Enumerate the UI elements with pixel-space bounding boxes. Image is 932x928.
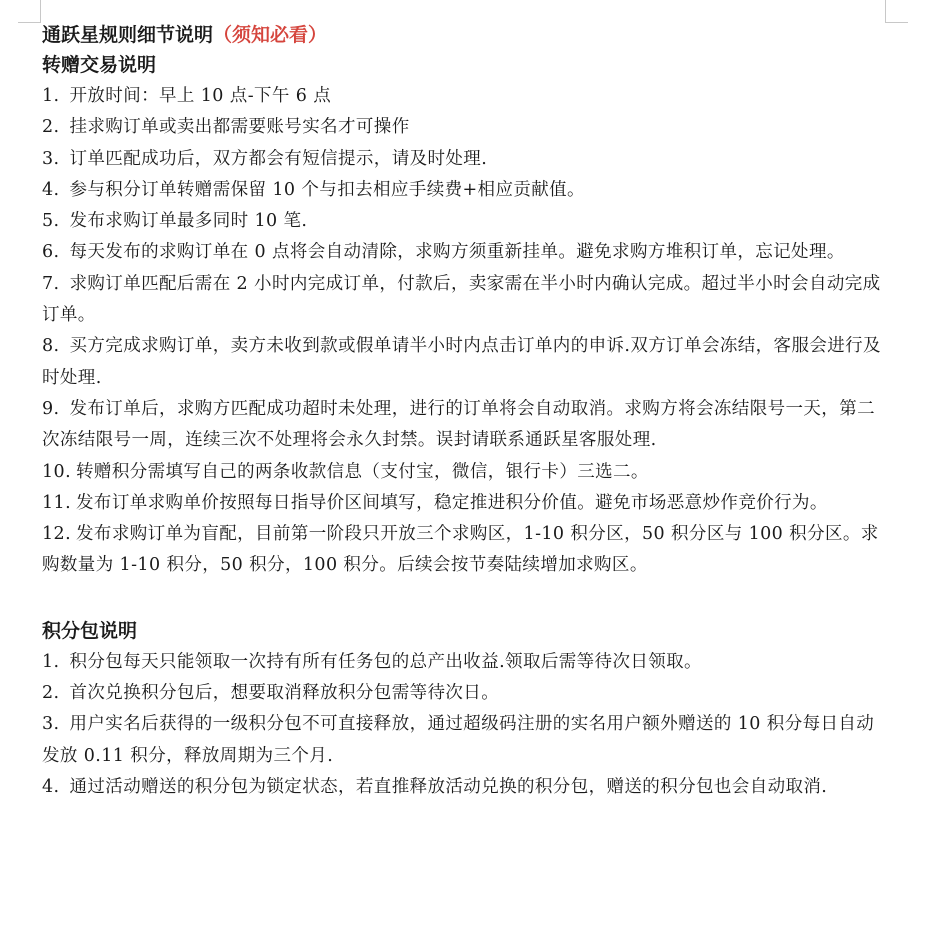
item-number: 1. — [42, 86, 60, 106]
list-item — [42, 772, 892, 803]
item-number: 5. — [42, 211, 60, 232]
list-item — [42, 457, 892, 488]
item-number: 3. — [42, 148, 60, 169]
item-text: 求购订单匹配后需在 2 小时内完成订单，付款后，卖家需在半小时内确认完成。超过半小时会自动完成订单。 — [42, 273, 881, 326]
list-item — [42, 237, 892, 268]
list-item — [42, 269, 892, 332]
page-corner-mark-left — [18, 0, 41, 23]
document-body — [42, 20, 892, 803]
section-heading-transfer: 转赠交易说明 — [42, 54, 157, 76]
item-text: 发布求购订单为盲配，目前第一阶段只开放三个求购区，1-10 积分区，50 积分区与 100 积分区。求购数量为 1-10 积分，50 积分，100 积分。后续会按节奏陆续增加求购区。 — [42, 524, 879, 576]
item-number: 9. — [42, 398, 60, 419]
list-item — [42, 175, 892, 206]
list-item — [42, 81, 892, 112]
item-text: 开放时间：早上 10 点-下午 6 点 — [69, 86, 332, 106]
list-item — [42, 331, 892, 394]
item-number: 1. — [42, 651, 60, 672]
list-item — [42, 678, 892, 709]
item-text: 参与积分订单转赠需保留 10 个与扣去相应手续费+相应贡献值。 — [69, 179, 585, 200]
item-number: 8. — [42, 336, 60, 357]
item-text: 发布订单求购单价按照每日指导价区间填写，稳定推进积分价值。避免市场恶意炒作竞价行为。 — [76, 492, 828, 513]
section-heading-points-package: 积分包说明 — [42, 619, 138, 642]
item-number: 12. — [42, 524, 72, 545]
document-title-line — [42, 20, 892, 50]
list-item — [42, 488, 892, 519]
item-number: 6. — [42, 242, 60, 263]
list-item — [42, 144, 892, 175]
transfer-rules-list — [42, 81, 892, 582]
list-item — [42, 394, 892, 457]
item-text: 积分包每天只能领取一次持有所有任务包的总产出收益.领取后需等待次日领取。 — [69, 651, 702, 672]
item-text: 订单匹配成功后，双方都会有短信提示，请及时处理. — [69, 148, 488, 169]
item-text: 每天发布的求购订单在 0 点将会自动清除，求购方须重新挂单。避免求购方堆积订单，忘记处理。 — [69, 242, 845, 263]
list-item — [42, 519, 892, 582]
item-number: 4. — [42, 179, 60, 200]
item-text: 用户实名后获得的一级积分包不可直接释放，通过超级码注册的实名用户额外赠送的 10 积分每日自动发放 0.11 积分，释放周期为三个月. — [42, 714, 875, 766]
list-item — [42, 647, 892, 678]
item-text: 发布求购订单最多同时 10 笔. — [69, 211, 308, 232]
document-title-note: （须知必看） — [213, 24, 328, 46]
item-text: 买方完成求购订单，卖方未收到款或假单请半小时内点击订单内的申诉.双方订单会冻结，客服会进行及时处理. — [42, 336, 881, 388]
item-number: 7. — [42, 273, 60, 294]
item-number: 2. — [42, 683, 60, 704]
item-number: 10. — [42, 461, 72, 482]
item-text: 发布订单后，求购方匹配成功超时未处理，进行的订单将会自动取消。求购方将会冻结限号一天，第二次冻结限号一周，连续三次不处理将会永久封禁。误封请联系通跃星客服处理. — [42, 398, 875, 451]
item-text: 通过活动赠送的积分包为锁定状态，若直推释放活动兑换的积分包，赠送的积分包也会自动取消. — [69, 776, 828, 797]
item-text: 转赠积分需填写自己的两条收款信息（支付宝，微信，银行卡）三选二。 — [76, 461, 649, 482]
item-number: 11. — [42, 492, 72, 513]
item-number: 2. — [42, 117, 60, 138]
document-title: 通跃星规则细节说明 — [42, 24, 214, 46]
item-text: 首次兑换积分包后，想要取消释放积分包需等待次日。 — [69, 683, 500, 704]
section-spacer — [42, 582, 892, 616]
item-text: 挂求购订单或卖出都需要账号实名才可操作 — [69, 117, 410, 138]
points-package-rules-list — [42, 647, 892, 803]
item-number: 4. — [42, 776, 60, 797]
item-number: 3. — [42, 714, 60, 735]
list-item — [42, 206, 892, 237]
list-item — [42, 709, 892, 772]
list-item — [42, 112, 892, 143]
